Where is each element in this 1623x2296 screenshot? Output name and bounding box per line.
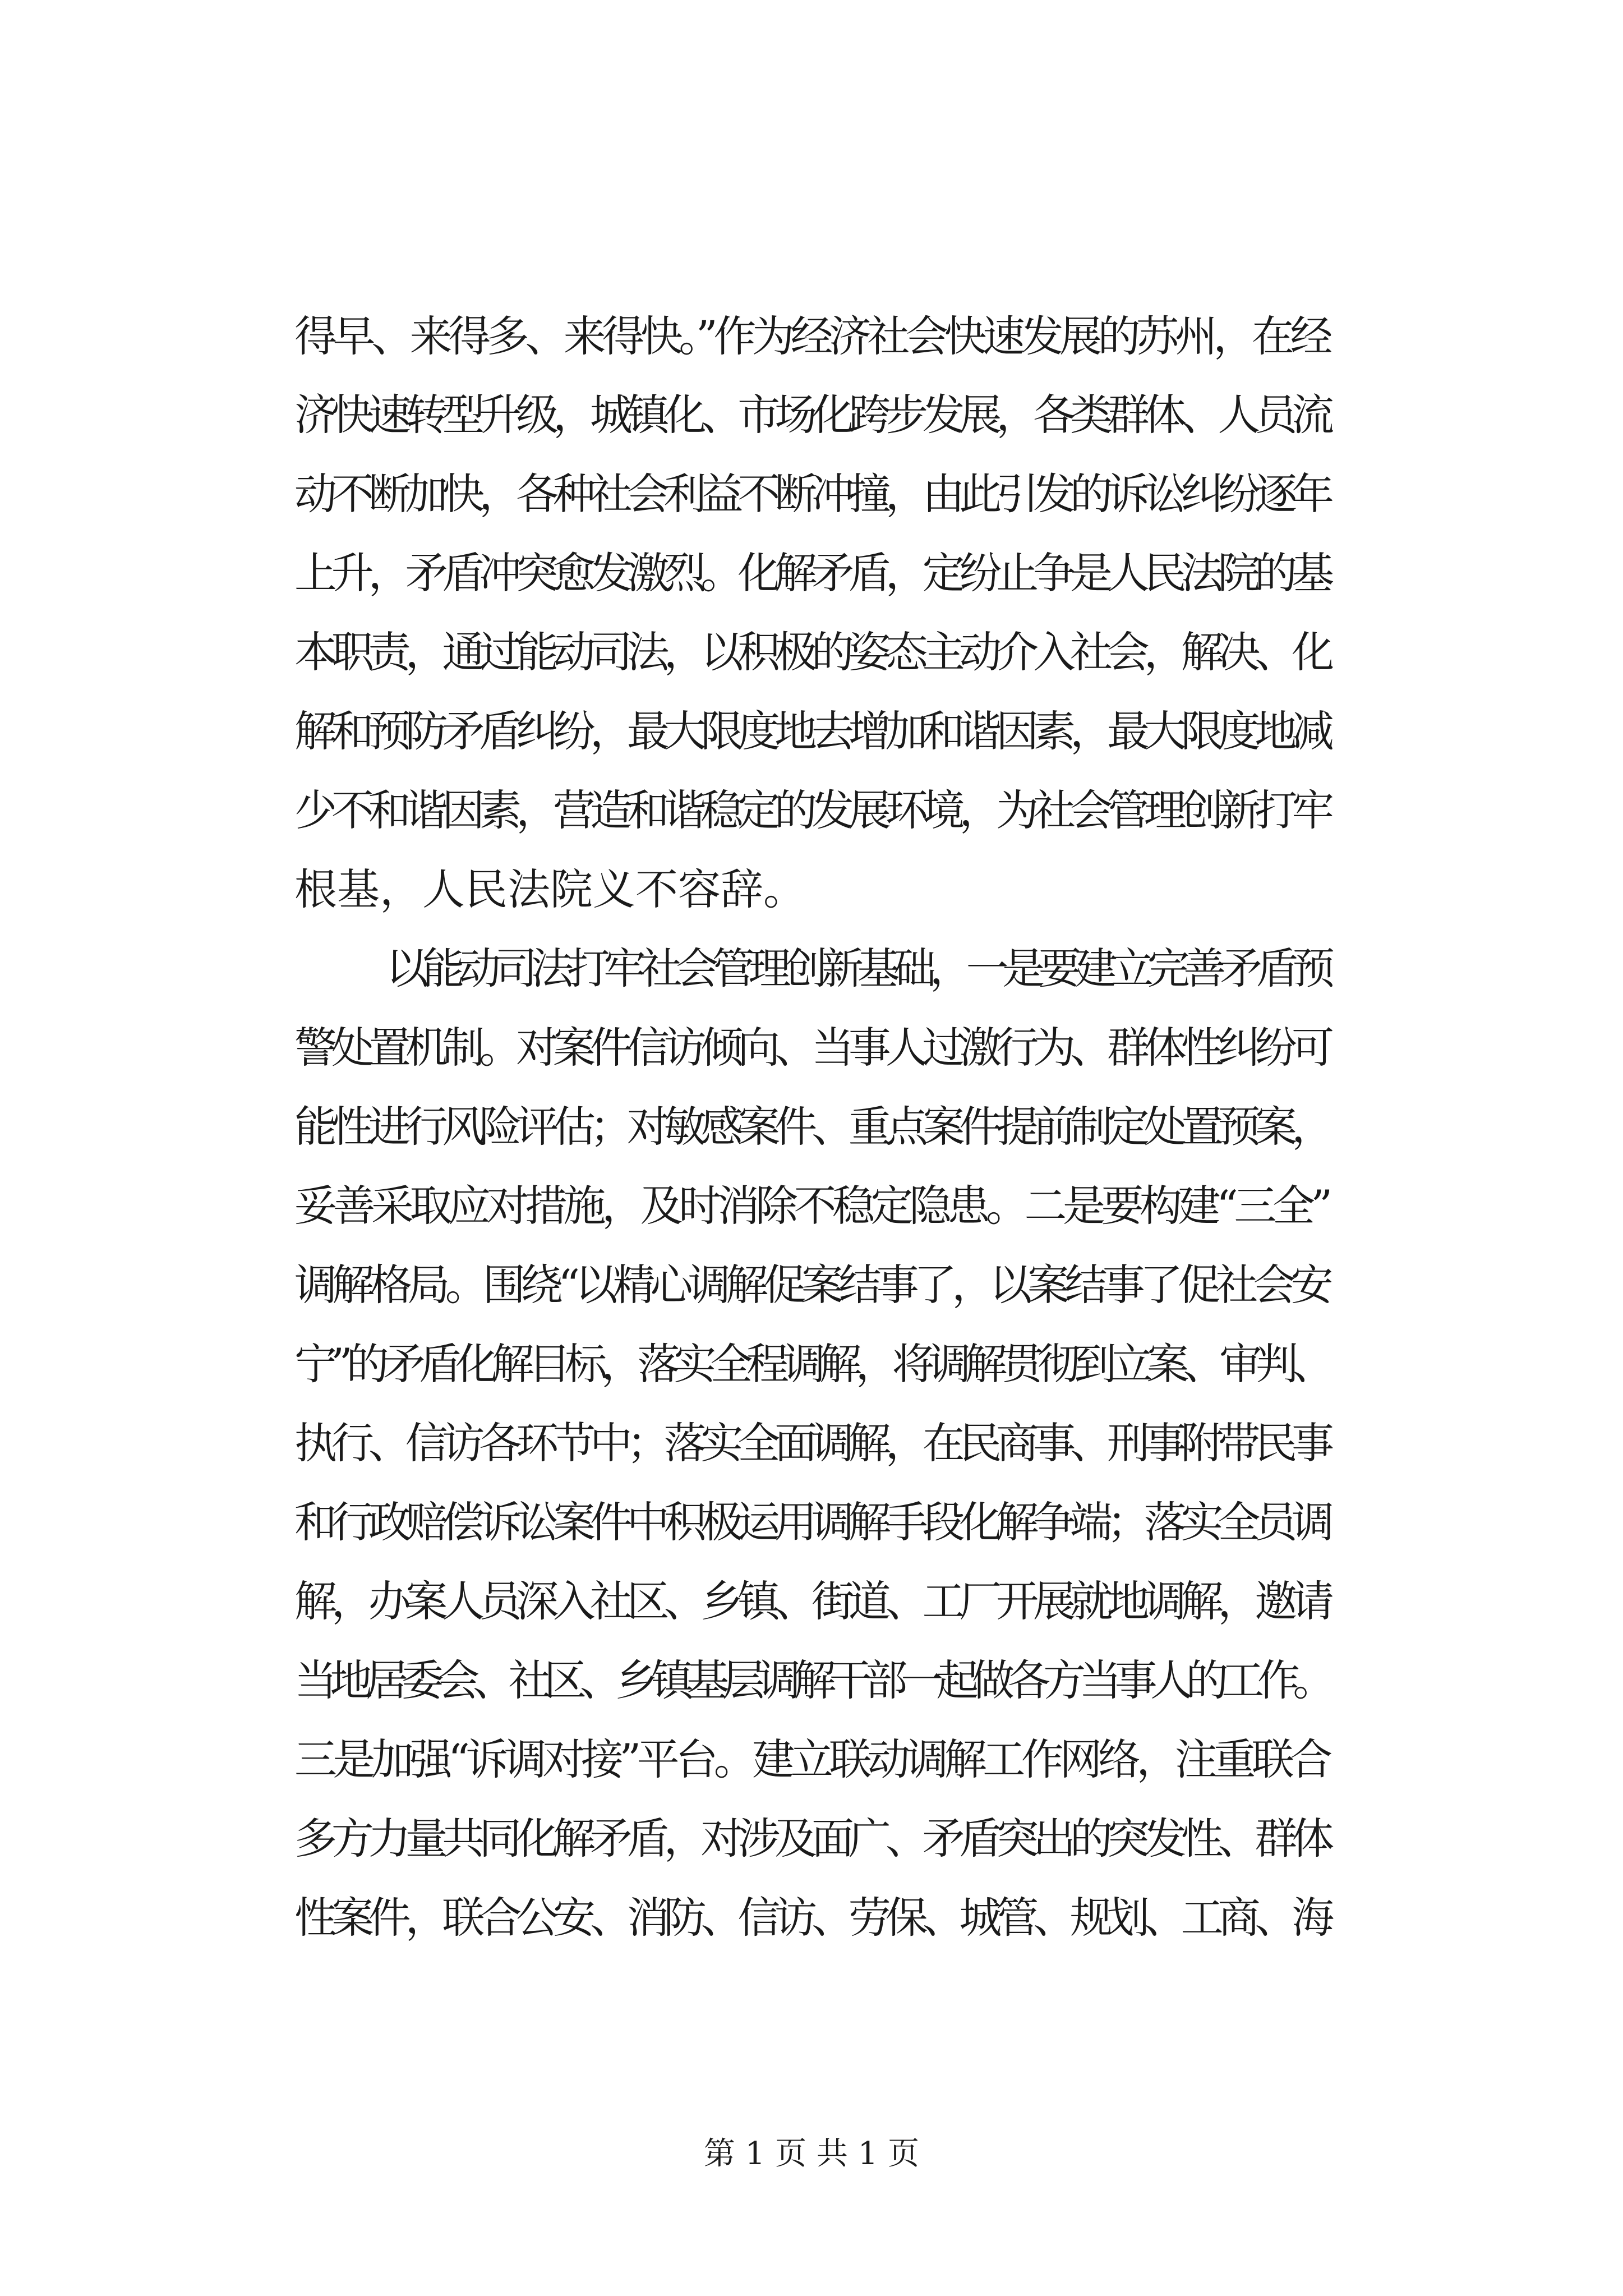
paragraph-2-line-12: 多方力量共同化解矛盾，对涉及面广、矛盾突出的突发性、群体: [294, 1814, 1329, 1864]
paragraph-1-line-6: 解和预防矛盾纠纷，最大限度地去增加和谐因素，最大限度地减: [294, 706, 1329, 756]
paragraph-2-line-7: 执行、信访各环节中；落实全面调解，在民商事、刑事附带民事: [294, 1418, 1329, 1468]
paragraph-2-line-3: 能性进行风险评估；对敏感案件、重点案件提前制定处置预案，: [294, 1102, 1329, 1152]
paragraph-1-line-2: 济快速转型升级，城镇化、市场化跨步发展，各类群体、人员流: [294, 390, 1329, 440]
paragraph-2-line-6: 宁”的矛盾化解目标，落实全程调解，将调解贯彻到立案、审判、: [294, 1339, 1329, 1389]
paragraph-1-line-4: 上升，矛盾冲突愈发激烈。化解矛盾，定纷止争是人民法院的基: [294, 548, 1329, 598]
paragraph-2-line-13: 性案件，联合公安、消防、信访、劳保、城管、规划、工商、海: [294, 1893, 1329, 1943]
paragraph-1-line-5: 本职责，通过能动司法，以积极的姿态主动介入社会，解决、化: [294, 627, 1329, 677]
page-number-footer: 第 1 页 共 1 页: [703, 2136, 920, 2172]
paragraph-2-line-4: 妥善采取应对措施，及时消除不稳定隐患。二是要构建“三全”: [294, 1181, 1329, 1231]
paragraph-2-line-11: 三是加强“诉调对接”平台。建立联动调解工作网络，注重联合: [294, 1734, 1329, 1784]
paragraph-1-line-3: 动不断加快，各种社会利益不断冲撞，由此引发的诉讼纠纷逐年: [294, 469, 1329, 519]
paragraph-2-line-8: 和行政赔偿诉讼案件中积极运用调解手段化解争端；落实全员调: [294, 1497, 1329, 1547]
paragraph-1-line-8: 根基，人民法院义不容辞。: [294, 864, 806, 914]
paragraph-1-line-1: 得早、来得多、来得快。”作为经济社会快速发展的苏州，在经: [294, 311, 1329, 361]
paragraph-2-line-9: 解，办案人员深入社区、乡镇、街道、工厂开展就地调解，邀请: [294, 1576, 1329, 1626]
paragraph-2-line-10: 当地居委会、社区、乡镇基层调解干部一起做各方当事人的工作。: [294, 1655, 1329, 1705]
paragraph-2-line-1: 以能动司法打牢社会管理创新基础，一是要建立完善矛盾预: [386, 944, 1329, 993]
paragraph-2-line-2: 警处置机制。对案件信访倾向、当事人过激行为、群体性纠纷可: [294, 1023, 1329, 1073]
paragraph-2-line-5: 调解格局。围绕“以精心调解促案结事了，以案结事了促社会安: [294, 1260, 1329, 1310]
paragraph-1-line-7: 少不和谐因素，营造和谐稳定的发展环境，为社会管理创新打牢: [294, 785, 1329, 835]
